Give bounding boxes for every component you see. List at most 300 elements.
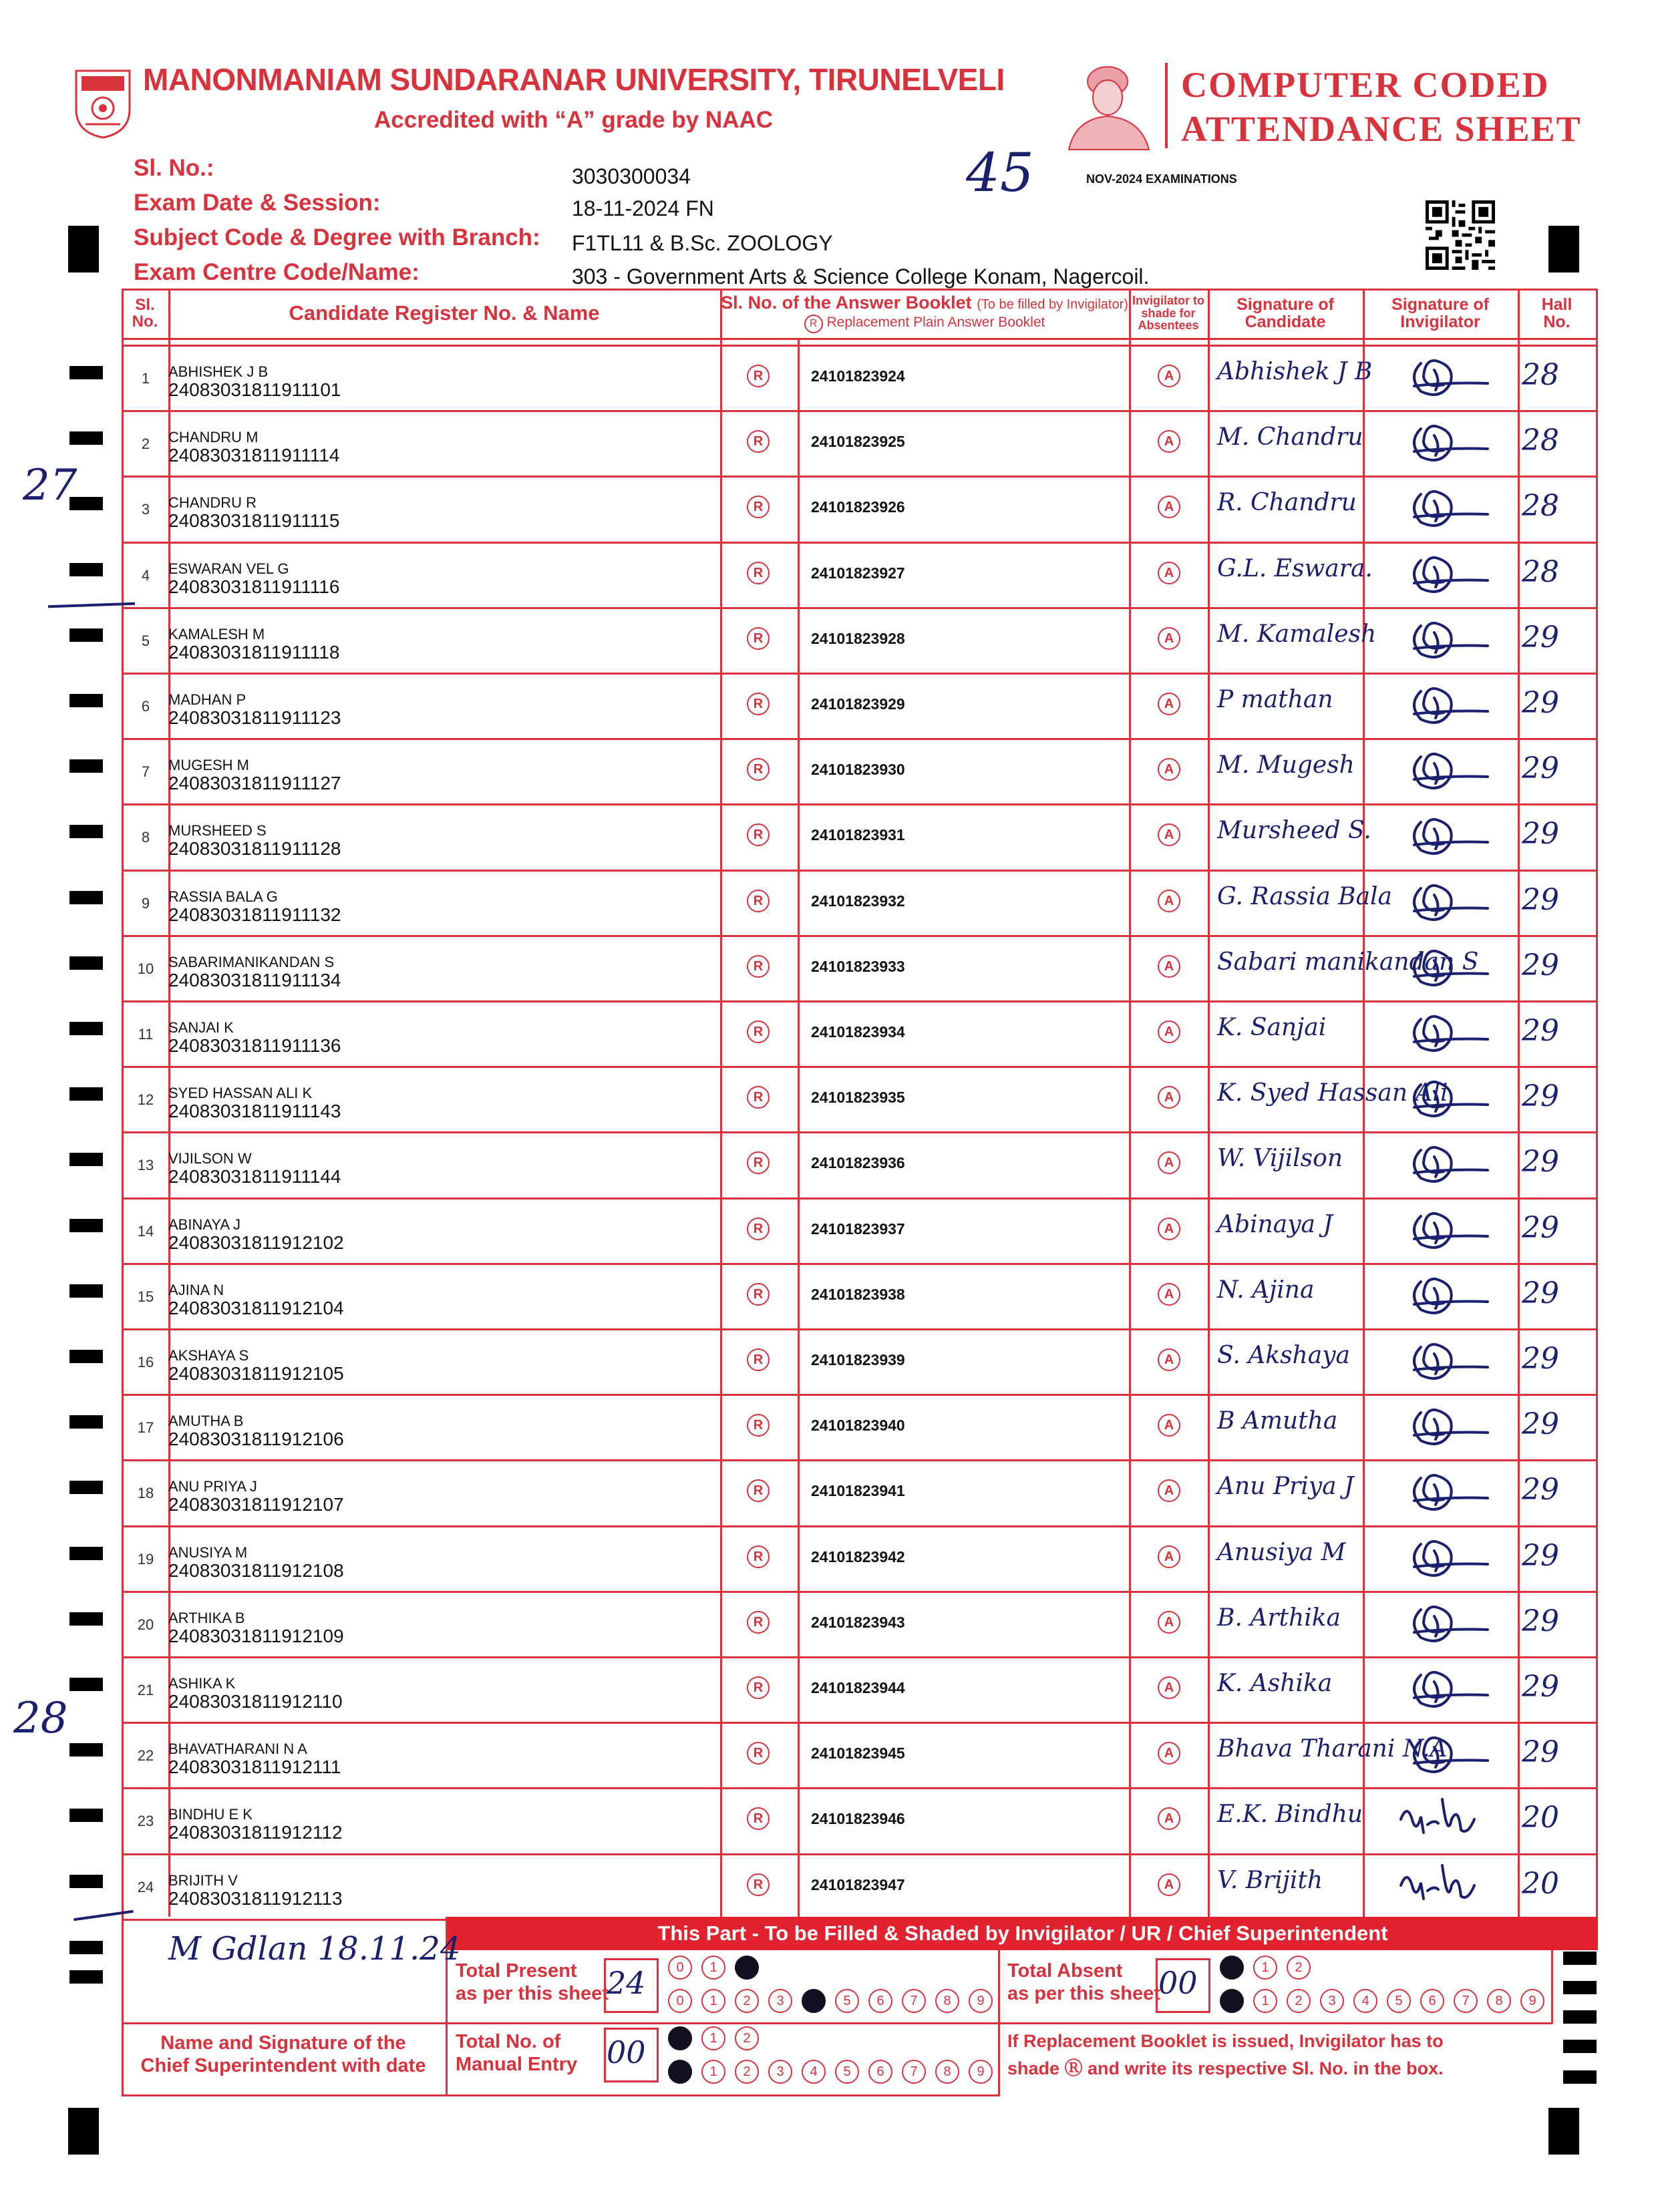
candidate-signature: G.L. Eswara. <box>1217 554 1373 582</box>
digit-bubble[interactable]: 9 <box>969 1989 993 2013</box>
answer-booklet-no: 24101823934 <box>811 1023 905 1041</box>
hall-no: 29 <box>1522 1735 1559 1770</box>
hall-no: 29 <box>1522 882 1559 917</box>
absentee-circle[interactable]: A <box>1158 1348 1180 1371</box>
hall-no: 29 <box>1522 1342 1559 1376</box>
timing-tick <box>1563 1952 1597 1965</box>
table-row-divider <box>122 1394 1598 1396</box>
hall-no: 29 <box>1522 1210 1559 1245</box>
candidate-signature: M. Kamalesh <box>1217 620 1377 648</box>
digit-bubble[interactable]: 0 <box>1220 1956 1244 1980</box>
candidate-name: RASSIA BALA G <box>168 888 278 905</box>
invigilator-signature <box>1394 1662 1494 1715</box>
digit-bubble[interactable]: 9 <box>1520 1989 1544 2013</box>
digit-bubble[interactable]: 8 <box>935 2060 959 2084</box>
attendance-table <box>122 289 1598 1918</box>
replacement-circle[interactable]: R <box>747 365 770 387</box>
hall-no: 29 <box>1522 1407 1559 1442</box>
answer-booklet-no: 24101823945 <box>811 1744 905 1763</box>
digit-bubble[interactable]: 1 <box>701 1989 725 2013</box>
qr-code <box>1426 200 1495 270</box>
replacement-circle[interactable]: R <box>747 693 770 715</box>
table-row-divider <box>122 542 1598 544</box>
table-row-divider <box>122 1328 1598 1330</box>
digit-bubble[interactable]: 2 <box>735 1989 759 2013</box>
candidate-name: KAMALESH M <box>168 625 265 642</box>
absentee-circle[interactable]: A <box>1158 365 1180 387</box>
invigilator-signature <box>1394 1268 1494 1322</box>
row-sl-no: 5 <box>141 632 150 649</box>
candidate-signature: B Amutha <box>1217 1407 1338 1435</box>
digit-bubble[interactable]: 1 <box>1253 1989 1277 2013</box>
candidate-signature: S. Akshaya <box>1217 1342 1351 1369</box>
candidate-reg-no: 24083031811911132 <box>168 904 341 925</box>
replacement-circle[interactable]: R <box>747 1545 770 1568</box>
answer-booklet-no: 24101823928 <box>811 629 905 647</box>
timing-tick <box>69 694 103 707</box>
invigilator-signature <box>1394 875 1494 928</box>
timing-tick <box>69 956 103 970</box>
replacement-circle[interactable]: R <box>747 758 770 781</box>
answer-booklet-no: 24101823930 <box>811 761 905 779</box>
absentee-circle[interactable]: A <box>1158 430 1180 453</box>
col-candidate-signature: Signature of Candidate <box>1236 295 1334 331</box>
absentee-circle[interactable]: A <box>1158 496 1180 518</box>
row-sl-no: 22 <box>137 1747 154 1765</box>
row-sl-no: 23 <box>137 1813 154 1830</box>
row-sl-no: 12 <box>137 1091 154 1109</box>
university-logo <box>72 68 134 140</box>
centre-label: Exam Centre Code/Name: <box>134 259 420 285</box>
digit-bubble[interactable]: 6 <box>1420 1989 1444 2013</box>
replacement-circle[interactable]: R <box>747 1348 770 1371</box>
candidate-reg-no: 24083031811912105 <box>168 1363 344 1384</box>
invigilator-signature <box>1394 481 1494 534</box>
timing-tick <box>69 1481 103 1494</box>
candidate-name: MADHAN P <box>168 691 246 708</box>
digit-bubble[interactable]: 5 <box>835 1989 859 2013</box>
candidate-reg-no: 24083031811911123 <box>168 707 341 728</box>
row-sl-no: 20 <box>137 1616 154 1633</box>
answer-booklet-no: 24101823943 <box>811 1613 905 1631</box>
timing-tick <box>69 366 103 379</box>
digit-bubble[interactable]: 8 <box>935 1989 959 2013</box>
total-present-label: Total Present as per this sheet <box>456 1960 609 2005</box>
col-hall: Hall No. <box>1541 295 1573 331</box>
candidate-reg-no: 24083031811911144 <box>168 1166 341 1187</box>
absentee-circle[interactable]: A <box>1158 1676 1180 1699</box>
timing-tick <box>69 1547 103 1560</box>
candidate-reg-no: 24083031811911128 <box>168 838 341 860</box>
row-sl-no: 19 <box>137 1550 154 1568</box>
candidate-signature: Anusiya M <box>1217 1538 1346 1566</box>
candidate-reg-no: 24083031811912113 <box>168 1887 343 1909</box>
replacement-circle[interactable]: R <box>747 890 770 912</box>
timing-tick <box>69 891 103 904</box>
absentee-circle[interactable]: A <box>1158 1873 1180 1896</box>
hall-no: 29 <box>1522 948 1559 982</box>
candidate-reg-no: 24083031811912109 <box>168 1625 344 1646</box>
table-row-divider <box>122 1131 1598 1133</box>
digit-bubble[interactable]: 7 <box>1454 1989 1478 2013</box>
digit-bubble[interactable]: 1 <box>701 2026 725 2050</box>
absentee-circle[interactable]: A <box>1158 1545 1180 1568</box>
digit-bubble[interactable]: 2 <box>1287 1989 1311 2013</box>
digit-bubble[interactable]: 6 <box>868 2060 892 2084</box>
answer-booklet-no: 24101823924 <box>811 367 905 385</box>
hall-no: 28 <box>1522 358 1559 392</box>
invigilator-signature <box>1394 1006 1494 1059</box>
absentee-circle[interactable]: A <box>1158 823 1180 846</box>
candidate-name: ESWARAN VEL G <box>168 560 289 577</box>
digit-bubble[interactable]: 7 <box>902 2060 926 2084</box>
digit-bubble[interactable]: 2 <box>735 2060 759 2084</box>
candidate-name: ASHIKA K <box>168 1675 236 1692</box>
replacement-circle[interactable]: R <box>747 1414 770 1437</box>
timing-tick <box>69 759 103 773</box>
digit-bubble[interactable]: 0 <box>668 2026 692 2050</box>
manual-entry-value: 00 <box>607 2034 646 2070</box>
answer-booklet-no: 24101823937 <box>811 1220 905 1238</box>
row-sl-no: 16 <box>137 1354 154 1370</box>
absentee-circle[interactable]: A <box>1158 1611 1180 1634</box>
replacement-circle[interactable]: R <box>747 496 770 518</box>
table-row-divider <box>122 410 1598 412</box>
sheet-title: COMPUTER CODED ATTENDANCE SHEET <box>1181 65 1582 149</box>
replacement-circle[interactable]: R <box>747 1151 770 1174</box>
hall-no: 29 <box>1522 1145 1559 1179</box>
replacement-circle[interactable]: R <box>747 1742 770 1765</box>
absentee-circle[interactable]: A <box>1158 890 1180 912</box>
exam-session-note: NOV-2024 EXAMINATIONS <box>1086 172 1237 186</box>
absentee-circle[interactable]: A <box>1158 1151 1180 1174</box>
invigilator-signature <box>1394 1137 1494 1190</box>
absentee-circle[interactable]: A <box>1158 955 1180 978</box>
answer-booklet-no: 24101823935 <box>811 1089 905 1107</box>
digit-bubble[interactable]: 4 <box>802 2060 826 2084</box>
row-sl-no: 18 <box>137 1485 154 1502</box>
digit-bubble[interactable]: 1 <box>701 1956 725 1980</box>
absentee-circle[interactable]: A <box>1158 627 1180 650</box>
col-sl: Sl. No. <box>132 295 158 331</box>
digit-bubble[interactable]: 3 <box>768 2060 792 2084</box>
digit-bubble[interactable]: 0 <box>668 1989 692 2013</box>
timing-tick <box>1563 2040 1597 2053</box>
absentee-circle[interactable]: A <box>1158 562 1180 584</box>
table-row-divider <box>122 1787 1598 1789</box>
footer-banner: This Part - To be Filled & Shaded by Invigilator / UR / Chief Superintendent <box>448 1917 1598 1950</box>
timing-tick <box>69 1350 103 1363</box>
row-sl-no: 6 <box>141 698 150 715</box>
answer-booklet-no: 24101823942 <box>811 1547 905 1565</box>
total-present-value: 24 <box>607 1965 646 2001</box>
answer-booklet-no: 24101823947 <box>811 1875 905 1893</box>
table-row-divider <box>122 607 1598 609</box>
timing-tick <box>69 1153 103 1166</box>
row-sl-no: 14 <box>137 1222 154 1240</box>
absentee-circle[interactable]: A <box>1158 758 1180 781</box>
sl-no-label: Sl. No.: <box>134 155 214 181</box>
candidate-reg-no: 24083031811911136 <box>168 1035 341 1056</box>
row-sl-no: 2 <box>141 435 150 453</box>
candidate-name: CHANDRU M <box>168 429 259 446</box>
hall-no: 20 <box>1522 1866 1559 1901</box>
answer-booklet-no: 24101823932 <box>811 892 905 910</box>
timing-tick <box>69 1284 103 1298</box>
absentee-circle[interactable]: A <box>1158 693 1180 715</box>
candidate-name: BINDHU E K <box>168 1806 253 1823</box>
table-row-divider <box>122 935 1598 937</box>
hall-no: 29 <box>1522 1079 1559 1114</box>
absentee-circle[interactable]: A <box>1158 1807 1180 1830</box>
row-sl-no: 7 <box>141 763 150 781</box>
row-sl-no: 3 <box>141 501 150 518</box>
candidate-reg-no: 24083031811912106 <box>168 1429 344 1450</box>
table-row-divider <box>122 1525 1598 1527</box>
timing-tick <box>69 1941 103 1954</box>
digit-bubble[interactable]: 3 <box>1320 1989 1344 2013</box>
hall-no: 28 <box>1522 423 1559 458</box>
invigilator-signature <box>1394 1203 1494 1256</box>
invigilator-signature <box>1394 612 1494 666</box>
margin-note-28: 28 <box>13 1694 68 1743</box>
digit-bubble[interactable]: 2 <box>735 2026 759 2050</box>
table-row-divider <box>122 1197 1598 1200</box>
digit-bubble[interactable]: 4 <box>802 1989 826 2013</box>
invigilator-signature <box>1394 415 1494 469</box>
hall-no: 29 <box>1522 1670 1559 1704</box>
absentee-circle[interactable]: A <box>1158 1742 1180 1765</box>
invigilator-signature <box>1394 1465 1494 1518</box>
absentee-circle[interactable]: A <box>1158 1021 1180 1043</box>
replacement-circle[interactable]: R <box>747 1218 770 1240</box>
row-sl-no: 24 <box>137 1878 154 1895</box>
candidate-name: AJINA N <box>168 1281 224 1298</box>
absentee-circle[interactable]: A <box>1158 1479 1180 1502</box>
handwritten-count: 45 <box>966 142 1034 204</box>
answer-booklet-no: 24101823938 <box>811 1285 905 1303</box>
candidate-reg-no: 24083031811912104 <box>168 1297 344 1318</box>
hall-no: 29 <box>1522 1276 1559 1310</box>
candidate-reg-no: 24083031811911134 <box>168 969 341 990</box>
digit-bubble[interactable]: 8 <box>1487 1989 1511 2013</box>
table-row-divider <box>122 1722 1598 1724</box>
candidate-name: SANJAI K <box>168 1019 234 1036</box>
table-row-divider <box>122 1066 1598 1068</box>
digit-bubble[interactable]: 3 <box>768 1989 792 2013</box>
timing-tick <box>69 1970 103 1984</box>
row-sl-no: 13 <box>137 1157 154 1174</box>
answer-booklet-no: 24101823940 <box>811 1417 905 1435</box>
candidate-reg-no: 24083031811912110 <box>168 1691 343 1712</box>
table-row-divider <box>122 1263 1598 1265</box>
candidate-signature: B. Arthika <box>1217 1604 1341 1632</box>
digit-bubble[interactable]: 0 <box>668 1956 692 1980</box>
timing-tick <box>69 1022 103 1035</box>
timing-tick <box>69 431 103 445</box>
timing-tick <box>69 1415 103 1429</box>
replacement-circle[interactable]: R <box>747 955 770 978</box>
replacement-circle[interactable]: R <box>747 1611 770 1634</box>
digit-bubble[interactable]: 2 <box>1287 1956 1311 1980</box>
digit-bubble[interactable]: 1 <box>701 2060 725 2084</box>
invigilator-signature <box>1394 1793 1494 1846</box>
table-row-divider <box>122 1591 1598 1593</box>
row-sl-no: 10 <box>137 960 154 977</box>
answer-booklet-no: 24101823933 <box>811 957 905 975</box>
candidate-signature: G. Rassia Bala <box>1217 882 1393 910</box>
centre-value: 303 - Government Arts & Science College Konam, Nagercoil. <box>572 264 1150 289</box>
replacement-circle[interactable]: R <box>747 430 770 453</box>
candidate-signature: E.K. Bindhu <box>1217 1801 1363 1829</box>
candidate-reg-no: 24083031811911116 <box>168 576 340 597</box>
accreditation: Accredited with “A” grade by NAAC <box>374 107 774 133</box>
answer-booklet-no: 24101823944 <box>811 1679 905 1696</box>
candidate-reg-no: 24083031811911115 <box>168 510 340 532</box>
table-row-divider <box>122 1853 1598 1855</box>
candidate-reg-no: 24083031811911127 <box>168 773 341 794</box>
candidate-name: MURSHEED S <box>168 822 267 840</box>
answer-booklet-no: 24101823926 <box>811 498 905 516</box>
margin-note-27: 27 <box>23 461 77 510</box>
digit-bubble[interactable]: 5 <box>835 2060 859 2084</box>
timing-tick <box>69 1087 103 1101</box>
candidate-name: BRIJITH V <box>168 1871 238 1889</box>
replacement-circle[interactable]: R <box>747 562 770 584</box>
digit-bubble[interactable]: 4 <box>1353 1989 1377 2013</box>
candidate-reg-no: 24083031811911143 <box>168 1101 341 1122</box>
university-name: MANONMANIAM SUNDARANAR UNIVERSITY, TIRUNELVELI <box>143 62 1005 97</box>
candidate-signature: Anu Priya J <box>1217 1473 1354 1501</box>
timing-tick <box>69 563 103 576</box>
invigilator-signature <box>1394 547 1494 600</box>
candidate-reg-no: 24083031811911101 <box>168 379 341 400</box>
sl-no-value: 3030300034 <box>572 164 691 188</box>
timing-tick <box>1563 2070 1597 2084</box>
candidate-name: AMUTHA B <box>168 1413 244 1430</box>
candidate-reg-no: 24083031811912112 <box>168 1822 343 1843</box>
absentee-circle[interactable]: A <box>1158 1218 1180 1240</box>
invigilator-signature <box>1394 350 1494 403</box>
timing-tick <box>1563 1981 1597 1994</box>
timing-tick <box>69 628 103 642</box>
candidate-name: MUGESH M <box>168 757 249 774</box>
invigilator-signature <box>1394 809 1494 862</box>
invigilator-signature <box>1394 940 1494 994</box>
digit-bubble[interactable]: 5 <box>1387 1989 1411 2013</box>
candidate-signature: M. Mugesh <box>1217 751 1355 779</box>
table-row-divider <box>122 738 1598 740</box>
candidate-signature: Abhishek J B <box>1217 358 1373 385</box>
candidate-signature: P mathan <box>1217 686 1333 713</box>
replacement-note: If Replacement Booklet is issued, Invigilator has to shade Ⓡ and write its respective Sl. No. in the box. <box>1007 2031 1444 2078</box>
hall-no: 29 <box>1522 686 1559 720</box>
row-sl-no: 8 <box>141 829 150 846</box>
row-sl-no: 11 <box>138 1026 154 1043</box>
hall-no: 29 <box>1522 1604 1559 1638</box>
hall-no: 20 <box>1522 1801 1559 1835</box>
absentee-circle[interactable]: A <box>1158 1414 1180 1437</box>
exam-date-label: Exam Date & Session: <box>134 190 381 216</box>
digit-bubble[interactable]: 7 <box>902 1989 926 2013</box>
table-row-divider <box>122 1656 1598 1658</box>
replacement-circle[interactable]: R <box>747 627 770 650</box>
hall-no: 28 <box>1522 489 1559 524</box>
invigilator-signature <box>1394 1859 1494 1912</box>
replacement-circle[interactable]: R <box>747 1807 770 1830</box>
answer-booklet-no: 24101823929 <box>811 695 905 713</box>
replacement-circle[interactable]: R <box>747 1479 770 1502</box>
candidate-name: SABARIMANIKANDAN S <box>168 953 335 970</box>
timing-tick <box>69 825 103 838</box>
invigilator-signature <box>1394 678 1494 731</box>
row-sl-no: 17 <box>137 1419 154 1437</box>
candidate-signature: Mursheed S. <box>1217 817 1371 845</box>
answer-booklet-no: 24101823927 <box>811 564 905 582</box>
exam-date-value: 18-11-2024 FN <box>572 196 714 220</box>
hall-no: 29 <box>1522 817 1559 852</box>
timing-tick <box>69 1678 103 1691</box>
invigilator-signature <box>1394 1399 1494 1453</box>
hall-no: 28 <box>1522 554 1559 589</box>
replacement-circle[interactable]: R <box>747 1676 770 1699</box>
row-sl-no: 9 <box>141 894 150 912</box>
candidate-name: ABINAYA J <box>168 1216 241 1233</box>
hall-no: 29 <box>1522 1014 1559 1048</box>
subject-label: Subject Code & Degree with Branch: <box>134 224 540 250</box>
replacement-circle[interactable]: R <box>747 1283 770 1306</box>
invigilator-signature <box>1394 1334 1494 1387</box>
replacement-circle[interactable]: R <box>747 1086 770 1109</box>
row-sl-no: 4 <box>141 566 150 584</box>
digit-bubble[interactable]: 0 <box>668 2060 692 2084</box>
answer-booklet-no: 24101823939 <box>811 1351 905 1368</box>
digit-bubble[interactable]: 0 <box>1220 1989 1244 2013</box>
timing-tick <box>69 1875 103 1888</box>
table-row-divider <box>122 1000 1598 1002</box>
hall-no: 29 <box>1522 1473 1559 1507</box>
total-absent-value: 00 <box>1158 1965 1198 2001</box>
invigilator-signature <box>1394 1531 1494 1584</box>
candidate-signature: R. Chandru <box>1217 489 1357 517</box>
col-candidate: Candidate Register No. & Name <box>289 301 600 325</box>
chief-superintendent-signature: M Gdlan 18.11.24 <box>168 1930 461 1968</box>
col-booklet: Sl. No. of the Answer Booklet (To be filled by Invigilator) R Replacement Plain Answer Booklet <box>720 289 1129 338</box>
candidate-signature: V. Brijith <box>1217 1866 1323 1894</box>
digit-bubble[interactable]: 9 <box>969 2060 993 2084</box>
candidate-signature: N. Ajina <box>1217 1276 1315 1304</box>
candidate-name: ABHISHEK J B <box>168 363 269 380</box>
candidate-name: ARTHIKA B <box>168 1609 245 1626</box>
candidate-name: CHANDRU R <box>168 494 257 512</box>
absentee-circle[interactable]: A <box>1158 1086 1180 1109</box>
answer-booklet-no: 24101823925 <box>811 433 905 451</box>
hall-no: 29 <box>1522 620 1559 655</box>
digit-bubble[interactable]: 1 <box>1253 1956 1277 1980</box>
absentee-circle[interactable]: A <box>1158 1283 1180 1306</box>
digit-bubble[interactable]: 2 <box>735 1956 759 1980</box>
candidate-reg-no: 24083031811912111 <box>168 1757 341 1778</box>
replacement-circle[interactable]: R <box>747 1873 770 1896</box>
invigilator-signature <box>1394 1596 1494 1650</box>
row-sl-no: 1 <box>141 370 150 387</box>
replacement-circle[interactable]: R <box>747 823 770 846</box>
replacement-circle[interactable]: R <box>747 1021 770 1043</box>
founder-portrait <box>1062 59 1156 151</box>
digit-bubble[interactable]: 6 <box>868 1989 892 2013</box>
timing-tick <box>69 1743 103 1757</box>
header-divider <box>1165 63 1168 148</box>
